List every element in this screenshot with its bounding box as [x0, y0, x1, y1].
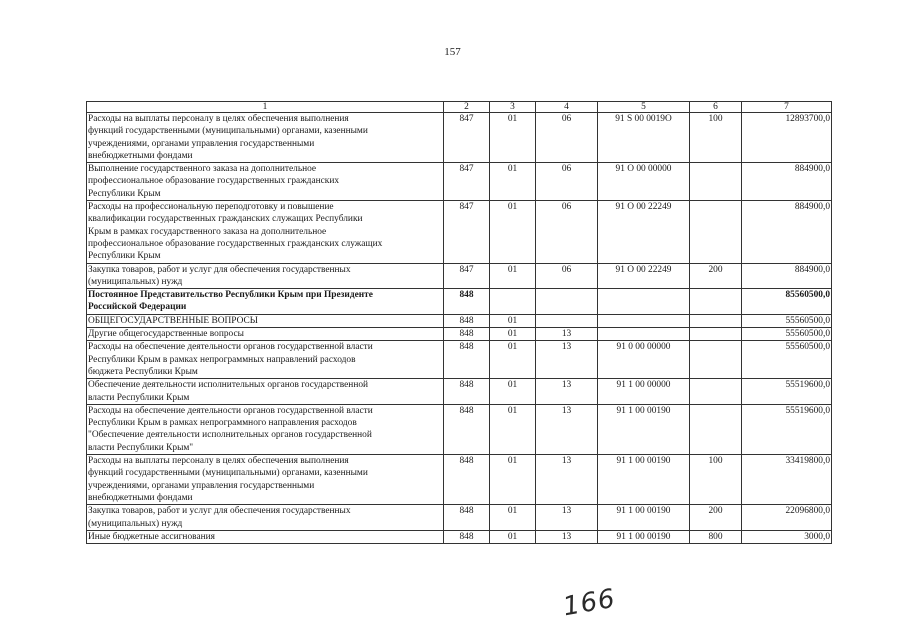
subsection-code: 06: [536, 113, 598, 163]
target-article-code: 91 1 00 00190: [598, 455, 690, 505]
expense-name-line: функций государственными (муниципальными) органами, казенными: [88, 468, 368, 479]
admin-code: 848: [444, 505, 490, 531]
admin-code: 848: [444, 289, 490, 315]
expense-type-code: [690, 314, 742, 327]
section-code: 01: [490, 455, 536, 505]
subsection-code: 06: [536, 163, 598, 201]
expense-name-line: ОБЩЕГОСУДАРСТВЕННЫЕ ВОПРОСЫ: [88, 315, 258, 326]
expense-name: [87, 341, 444, 379]
expense-name: [87, 163, 444, 201]
expense-name-line: Другие общегосударственные вопросы: [88, 329, 244, 340]
expense-name: [87, 263, 444, 289]
expense-name: [87, 404, 444, 454]
section-code: 01: [490, 163, 536, 201]
header-col-target-article: 5: [598, 102, 690, 113]
table-row: [87, 404, 832, 454]
expense-name-line: внебюджетными фондами: [88, 492, 193, 503]
target-article-code: 91 О 00 22249: [598, 263, 690, 289]
subsection-code: [536, 289, 598, 315]
expense-name: [87, 328, 444, 341]
subsection-code: 06: [536, 263, 598, 289]
amount: 884900,0: [742, 163, 832, 201]
header-col-subsection: 4: [536, 102, 598, 113]
expense-name-line: власти Республики Крым: [88, 392, 190, 403]
table-row: [87, 530, 832, 543]
expense-type-code: 200: [690, 505, 742, 531]
expense-type-code: [690, 201, 742, 263]
expense-name-line: Выполнение государственного заказа на дополнительное: [88, 164, 317, 175]
expense-name-line: Обеспечение деятельности исполнительных органов государственной: [88, 380, 369, 391]
table-row: [87, 328, 832, 341]
expense-name-line: власти Республики Крым": [88, 442, 194, 453]
header-col-section: 3: [490, 102, 536, 113]
expense-type-code: [690, 328, 742, 341]
expense-name-line: учреждениями, органами управления государственными: [88, 480, 315, 491]
admin-code: 847: [444, 263, 490, 289]
section-code: [490, 289, 536, 315]
subsection-code: 13: [536, 379, 598, 405]
target-article-code: 91 1 00 00190: [598, 404, 690, 454]
page-number: 157: [444, 46, 461, 58]
amount: 3000,0: [742, 530, 832, 543]
header-col-amount: 7: [742, 102, 832, 113]
expense-name-line: Республики Крым в рамках непрограммного направления расходов: [88, 418, 357, 429]
expense-name-line: учреждениями, органами управления государственными: [88, 138, 315, 149]
budget-table: [86, 101, 832, 544]
admin-code: 847: [444, 163, 490, 201]
expense-name-line: (муниципальных) нужд: [88, 518, 183, 529]
target-article-code: 91 О 00 22249: [598, 201, 690, 263]
header-col-admin: 2: [444, 102, 490, 113]
header-row: [87, 102, 832, 113]
expense-name-line: Расходы на обеспечение деятельности органов государственной власти: [88, 342, 373, 353]
section-code: 01: [490, 263, 536, 289]
expense-name-line: Расходы на выплаты персоналу в целях обеспечения выполнения: [88, 114, 349, 124]
expense-name: [87, 379, 444, 405]
target-article-code: 91 1 00 00190: [598, 530, 690, 543]
expense-name-line: Расходы на выплаты персоналу в целях обеспечения выполнения: [88, 456, 349, 467]
expense-name-line: "Обеспечение деятельности исполнительных органов государственной: [88, 430, 372, 441]
expense-type-code: 100: [690, 113, 742, 163]
expense-name-line: бюджета Республики Крым: [88, 366, 198, 377]
amount: 55519600,0: [742, 404, 832, 454]
expense-name: [87, 505, 444, 531]
table-row: [87, 379, 832, 405]
section-code: 01: [490, 505, 536, 531]
table-row: [87, 289, 832, 315]
section-code: 01: [490, 201, 536, 263]
expense-name-line: Расходы на обеспечение деятельности органов государственной власти: [88, 405, 373, 416]
target-article-code: 91 0 00 00000: [598, 341, 690, 379]
expense-type-code: 100: [690, 455, 742, 505]
expense-name: [87, 314, 444, 327]
amount: 33419800,0: [742, 455, 832, 505]
amount: 55519600,0: [742, 379, 832, 405]
amount: 55560500,0: [742, 328, 832, 341]
amount: 55560500,0: [742, 314, 832, 327]
table-row: [87, 314, 832, 327]
expense-name-line: Закупка товаров, работ и услуг для обеспечения государственных: [88, 264, 351, 275]
handwritten-page-number: 166: [560, 583, 618, 623]
amount: 55560500,0: [742, 341, 832, 379]
subsection-code: 13: [536, 455, 598, 505]
expense-name-line: профессиональное образование государственных гражданских: [88, 176, 340, 187]
table-row: [87, 113, 832, 163]
target-article-code: [598, 289, 690, 315]
admin-code: 848: [444, 404, 490, 454]
table-row: [87, 505, 832, 531]
expense-name-line: Иные бюджетные ассигнования: [88, 531, 215, 542]
amount: 22096800,0: [742, 505, 832, 531]
expense-name: [87, 289, 444, 315]
subsection-code: 13: [536, 328, 598, 341]
expense-name-line: профессиональное образование государственных гражданских служащих: [88, 238, 383, 249]
expense-name-line: квалификации государственных гражданских служащих Республики: [88, 214, 363, 225]
target-article-code: 91 1 00 00190: [598, 505, 690, 531]
amount: 12893700,0: [742, 113, 832, 163]
section-code: 01: [490, 328, 536, 341]
expense-name-line: Крым в рамках государственного заказа на дополнительное: [88, 226, 327, 237]
expense-name-line: Российской Федерации: [88, 302, 187, 313]
expense-type-code: [690, 379, 742, 405]
expense-name: [87, 201, 444, 263]
target-article-code: [598, 314, 690, 327]
expense-name-line: Расходы на профессиональную переподготовку и повышение: [88, 202, 334, 213]
expense-name-line: Республики Крым: [88, 251, 161, 262]
section-code: 01: [490, 379, 536, 405]
table-row: [87, 201, 832, 263]
section-code: 01: [490, 314, 536, 327]
expense-name-line: Постоянное Представительство Республики Крым при Президенте: [88, 290, 373, 301]
section-code: 01: [490, 113, 536, 163]
target-article-code: 91 1 00 00000: [598, 379, 690, 405]
expense-type-code: 800: [690, 530, 742, 543]
target-article-code: 91 S 00 0019O: [598, 113, 690, 163]
amount: 85560500,0: [742, 289, 832, 315]
expense-type-code: 200: [690, 263, 742, 289]
expense-name: [87, 113, 444, 163]
admin-code: 848: [444, 379, 490, 405]
admin-code: 848: [444, 314, 490, 327]
table-row: [87, 455, 832, 505]
admin-code: 848: [444, 530, 490, 543]
subsection-code: 13: [536, 404, 598, 454]
admin-code: 848: [444, 341, 490, 379]
header-col-expense-type: 6: [690, 102, 742, 113]
subsection-code: 13: [536, 341, 598, 379]
table-row: [87, 341, 832, 379]
table-body: [87, 113, 832, 544]
subsection-code: 13: [536, 505, 598, 531]
admin-code: 847: [444, 201, 490, 263]
expense-name: [87, 530, 444, 543]
target-article-code: [598, 328, 690, 341]
expense-name: [87, 455, 444, 505]
admin-code: 848: [444, 328, 490, 341]
header-col-name: 1: [87, 102, 444, 113]
target-article-code: 91 О 00 00000: [598, 163, 690, 201]
admin-code: 848: [444, 455, 490, 505]
table-row: [87, 263, 832, 289]
expense-type-code: [690, 289, 742, 315]
expense-name-line: Республики Крым в рамках непрограммных направлений расходов: [88, 354, 356, 365]
amount: 884900,0: [742, 263, 832, 289]
expense-type-code: [690, 404, 742, 454]
section-code: 01: [490, 341, 536, 379]
table-row: [87, 163, 832, 201]
expense-name-line: внебюджетными фондами: [88, 150, 193, 161]
expense-name-line: Республики Крым: [88, 188, 161, 199]
expense-type-code: [690, 341, 742, 379]
expense-name-line: функций государственными (муниципальными) органами, казенными: [88, 126, 368, 137]
section-code: 01: [490, 530, 536, 543]
subsection-code: 06: [536, 201, 598, 263]
expense-name-line: (муниципальных) нужд: [88, 276, 183, 287]
expense-type-code: [690, 163, 742, 201]
expense-name-line: Закупка товаров, работ и услуг для обеспечения государственных: [88, 506, 351, 517]
amount: 884900,0: [742, 201, 832, 263]
section-code: 01: [490, 404, 536, 454]
subsection-code: [536, 314, 598, 327]
admin-code: 847: [444, 113, 490, 163]
subsection-code: 13: [536, 530, 598, 543]
